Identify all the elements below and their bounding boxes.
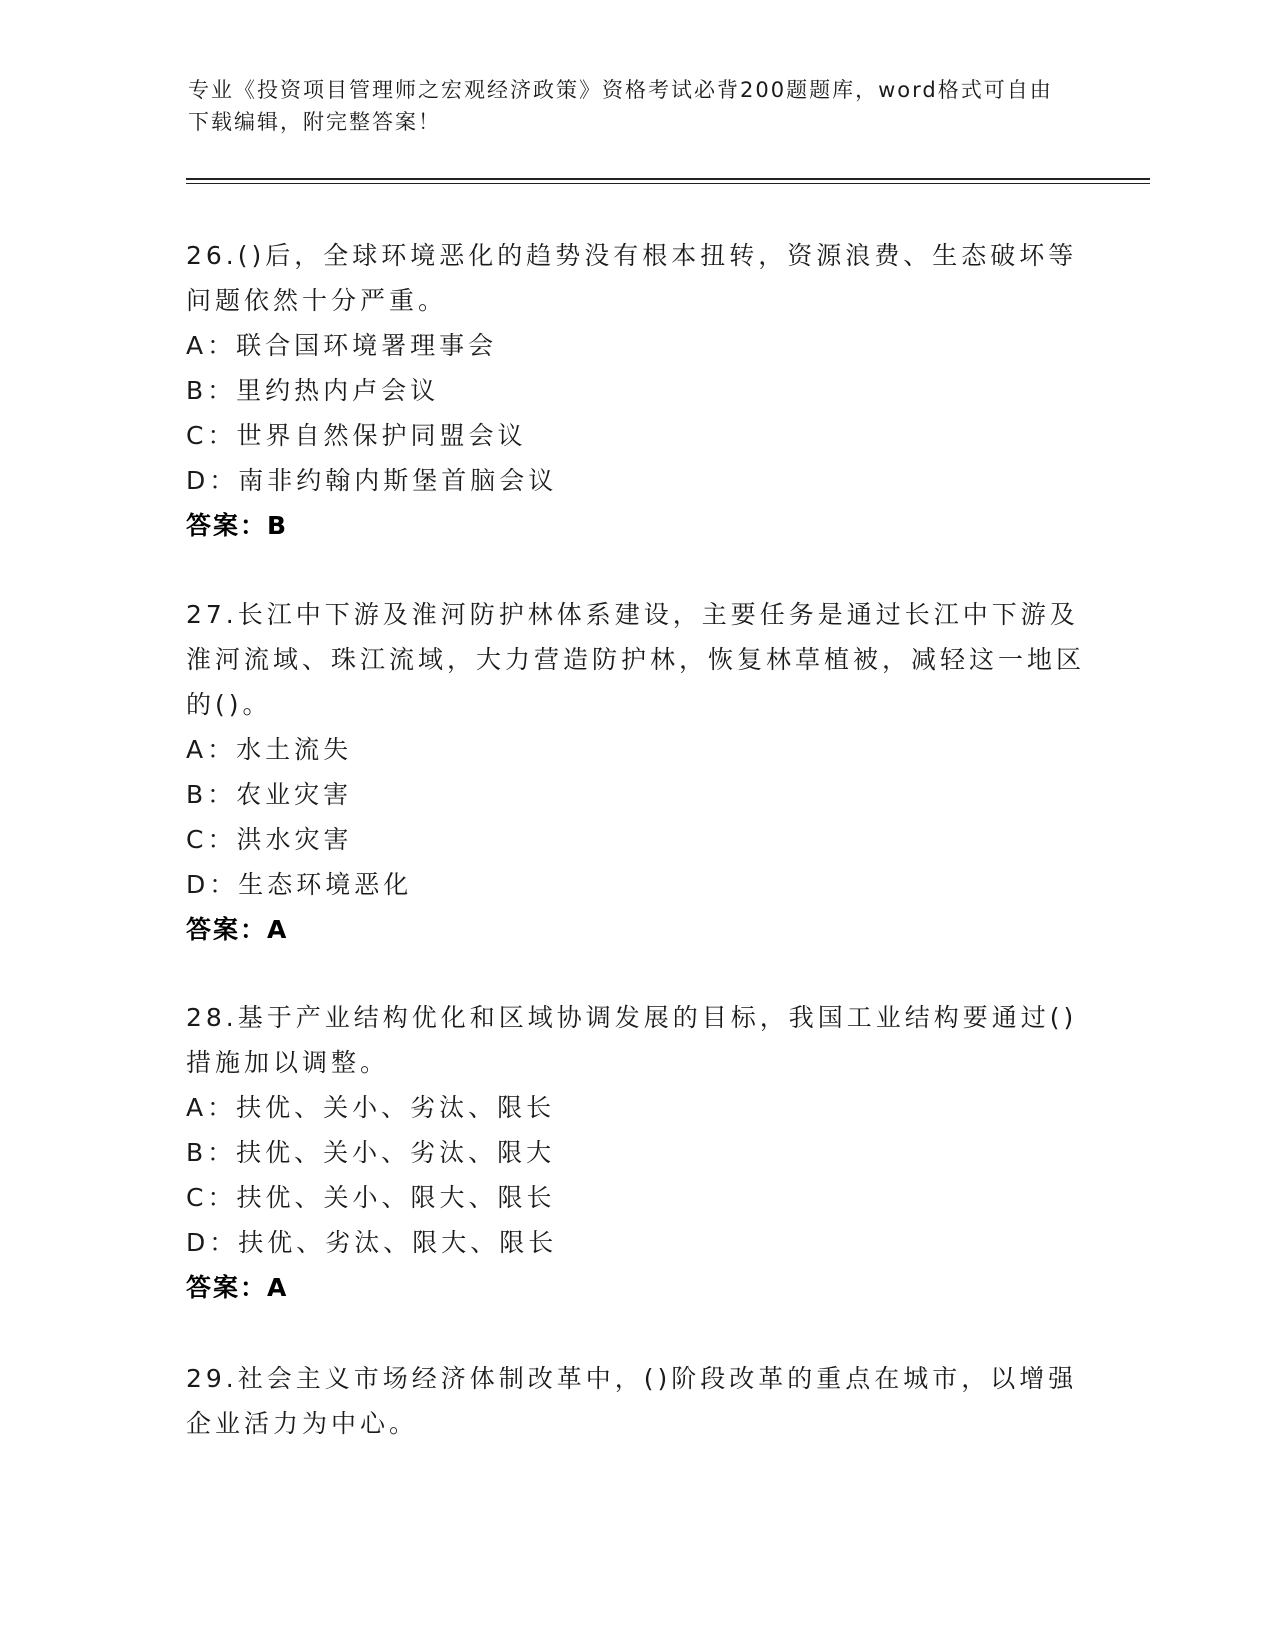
option-d: D：生态环境恶化 [186,870,413,899]
document-header: 专业《投资项目管理师之宏观经济政策》资格考试必背200题题库，word格式可自由下载编辑，附完整答案！ [188,78,1053,134]
answer: 答案：A [186,1273,289,1302]
header-divider-thin [186,183,1150,184]
option-b: B：扶优、关小、劣汰、限大 [186,1138,556,1167]
option-b: B：里约热内卢会议 [186,376,440,405]
option-c: C：扶优、关小、限大、限长 [186,1183,556,1212]
question-28 [186,995,1086,1310]
option-c: C：洪水灾害 [186,825,353,854]
option-a: A：水土流失 [186,735,353,764]
question-stem: 29.社会主义市场经济体制改革中，()阶段改革的重点在城市，以增强企业活力为中心。 [186,1364,1078,1438]
option-a: A：扶优、关小、劣汰、限长 [186,1093,556,1122]
option-d: D：扶优、劣汰、限大、限长 [186,1228,558,1257]
question-stem: 28.基于产业结构优化和区域协调发展的目标，我国工业结构要通过()措施加以调整。 [186,1003,1078,1077]
question-29 [186,1356,1086,1446]
option-c: C：世界自然保护同盟会议 [186,421,527,450]
question-27 [186,592,1086,952]
question-stem: 26.()后，全球环境恶化的趋势没有根本扭转，资源浪费、生态破坏等问题依然十分严重。 [186,241,1078,315]
answer: 答案：A [186,915,289,944]
option-b: B：农业灾害 [186,780,353,809]
question-26 [186,233,1086,548]
answer: 答案：B [186,511,289,540]
header-divider [186,178,1150,180]
question-stem: 27.长江中下游及淮河防护林体系建设，主要任务是通过长江中下游及淮河流域、珠江流域，大力营造防护林，恢复林草植被，减轻这一地区的()。 [186,600,1086,719]
option-a: A：联合国环境署理事会 [186,331,498,360]
option-d: D：南非约翰内斯堡首脑会议 [186,466,558,495]
